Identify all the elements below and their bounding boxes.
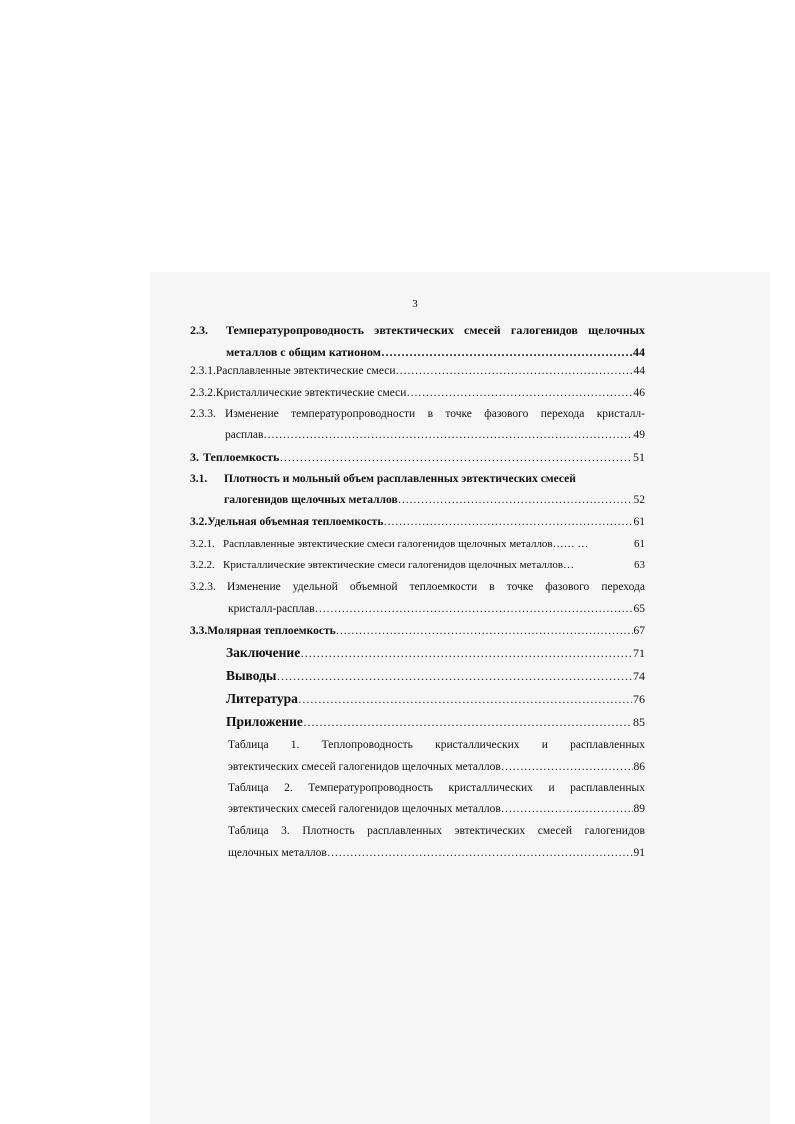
toc-number: 2.3.1. [190,365,216,377]
toc-page: 67 [633,625,645,637]
dot-leader [381,344,632,360]
toc-title: кристалл-расплав [228,603,315,615]
toc-number: 3.2. [190,516,208,528]
dot-leader [315,601,633,617]
toc-entry-3-3 [190,623,645,639]
dot-leader [398,492,633,508]
toc-title: Теплоемкость [202,450,280,464]
toc-title: Изменение температуропроводности в точке фазового перехода кристалл- [225,408,645,420]
toc-number: 3.2.1. [190,538,215,550]
toc-entry-2-3-cont [226,344,645,360]
toc-entry-2-3 [190,322,645,338]
toc-title: расплав [225,429,264,441]
toc-entry-table-3 [228,823,645,839]
dot-leader [279,449,632,465]
toc-page: 63 [634,559,645,571]
toc-title: Температуропроводность эвтектических смесей галогенидов щелочных [226,323,645,337]
toc-entry-table-2-cont [228,801,645,817]
toc-entry-3-2 [190,514,645,530]
toc-entry-appendix [226,714,645,730]
toc-page: 74 [633,669,645,683]
toc-number: 3.1. [190,473,208,485]
toc-entry-3-2-2 [190,557,645,573]
toc-page: 46 [633,387,645,399]
toc-title: эвтектических смесей галогенидов щелочных металлов [228,761,501,773]
dot-leader [336,623,633,639]
toc-title: Молярная теплоемкость [207,625,336,637]
toc-title: Заключение [226,645,301,660]
toc-page: 44 [633,365,645,377]
toc-number: 2.3. [190,323,208,337]
toc-page: 49 [633,429,645,441]
toc-title: Литература [226,691,298,706]
toc-entry-3-1-cont [224,492,645,508]
toc-number: 3.3. [190,625,208,637]
toc-title: Таблица 2. Температуропроводность кристаллических и расплавленных [228,782,645,794]
dot-leader [298,691,632,707]
toc-number: 3.2.3. [190,581,216,593]
toc-page: 65 [633,603,645,615]
toc-title: Удельная объемная теплоемкость [207,516,384,528]
toc-entry-findings [226,668,645,684]
dot-leader [300,645,632,661]
toc-title: щелочных металлов [228,847,327,859]
dot-leader [395,363,632,379]
toc-entry-3-1 [190,471,645,487]
toc-title: Расплавленные эвтектические смеси [215,365,396,377]
toc-entry-references [226,691,645,707]
page-number: 3 [412,298,418,310]
toc-title: Расплавленные эвтектические смеси галогенидов щелочных металлов…… … [223,538,589,550]
toc-page: 91 [633,847,645,859]
toc-entry-3 [190,449,645,465]
toc-page: 61 [633,516,645,528]
toc-title: Кристаллические эвтектические смеси [215,387,407,399]
toc-page: 51 [633,450,645,464]
toc-page: 86 [633,761,645,773]
toc-page: 52 [633,494,645,506]
toc-number: 2.3.3. [190,408,216,420]
dot-leader [276,668,632,684]
toc-title: галогенидов щелочных металлов [224,494,398,506]
toc-title: Изменение удельной объемной теплоемкости в точке фазового перехода [227,581,645,593]
dot-leader [327,845,633,861]
toc-page: 61 [634,538,645,550]
toc-title: Плотность и мольный объем расплавленных эвтектических смесей [224,473,576,485]
dot-leader [501,801,633,817]
toc-entry-3-2-1 [190,536,645,552]
toc-page: 85 [633,715,645,729]
toc-number: 3.2.2. [190,559,215,571]
toc-page: 89 [633,803,645,815]
toc-title: эвтектических смесей галогенидов щелочных металлов [228,803,501,815]
toc-title: металлов с общим катионом [226,345,381,359]
toc-entry-2-3-1 [190,363,645,379]
dot-leader [406,385,632,401]
toc-entry-3-2-3-cont [228,601,645,617]
toc-page: 71 [633,646,645,660]
toc-title: Таблица 3. Плотность расплавленных эвтектических смесей галогенидов [228,825,645,837]
dot-leader [501,759,633,775]
toc-entry-table-1 [228,737,645,753]
toc-entry-table-1-cont [228,759,645,775]
toc-page: 76 [633,692,645,706]
toc-entry-2-3-3-cont [225,427,645,443]
toc-page: 44 [633,345,645,359]
toc-entry-2-3-2 [190,385,645,401]
toc-title: Кристаллические эвтектические смеси галогенидов щелочных металлов… [223,559,575,571]
toc-title: Приложение [226,714,303,729]
toc-title: Выводы [226,668,277,683]
dot-leader [263,427,632,443]
toc-entry-3-2-3 [190,579,645,595]
toc-entry-2-3-3 [190,406,645,422]
toc-entry-table-3-cont [228,845,645,861]
dot-leader [383,514,632,530]
toc-number: 2.3.2. [190,387,216,399]
dot-leader [303,714,632,730]
toc-title: Таблица 1. Теплопроводность кристаллических и расплавленных [228,739,645,751]
toc-entry-table-2 [228,780,645,796]
toc-number: 3. [190,450,199,464]
toc-entry-conclusion [226,645,645,661]
